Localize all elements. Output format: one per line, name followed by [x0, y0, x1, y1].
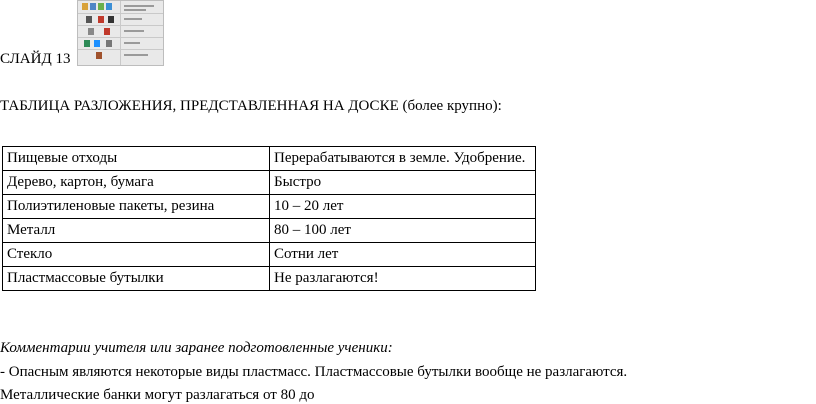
- decomposition-time-cell: Перерабатываются в земле. Удобрение.: [270, 147, 536, 171]
- decomposition-time-cell: Сотни лет: [270, 243, 536, 267]
- material-cell: Стекло: [3, 243, 270, 267]
- material-cell: Полиэтиленовые пакеты, резина: [3, 195, 270, 219]
- table-row: [3, 243, 536, 267]
- decomposition-table: [2, 146, 536, 291]
- table-row: [3, 219, 536, 243]
- table-row: [3, 171, 536, 195]
- decomposition-time-cell: 80 – 100 лет: [270, 219, 536, 243]
- table-row: [3, 147, 536, 171]
- material-cell: Пластмассовые бутылки: [3, 267, 270, 291]
- slide-thumbnail-image: [77, 0, 164, 66]
- slide-header: [0, 0, 816, 68]
- table-heading: ТАБЛИЦА РАЗЛОЖЕНИЯ, ПРЕДСТАВЛЕННАЯ НА ДОСКЕ (более крупно):: [0, 98, 502, 114]
- material-cell: Дерево, картон, бумага: [3, 171, 270, 195]
- material-cell: Пищевые отходы: [3, 147, 270, 171]
- comment-text-line-2: Металлические банки могут разлагаться от 80 до: [0, 387, 315, 403]
- comments-title: Комментарии учителя или заранее подготовленные ученики:: [0, 340, 393, 356]
- decomposition-time-cell: Быстро: [270, 171, 536, 195]
- table-row: [3, 195, 536, 219]
- table-row: [3, 267, 536, 291]
- comment-text-line-1: - Опасным являются некоторые виды пластмасс. Пластмассовые бутылки вообще не разлагаются.: [0, 364, 628, 380]
- slide-label: СЛАЙД 13: [0, 51, 71, 67]
- decomposition-time-cell: Не разлагаются!: [270, 267, 536, 291]
- material-cell: Металл: [3, 219, 270, 243]
- decomposition-time-cell: 10 – 20 лет: [270, 195, 536, 219]
